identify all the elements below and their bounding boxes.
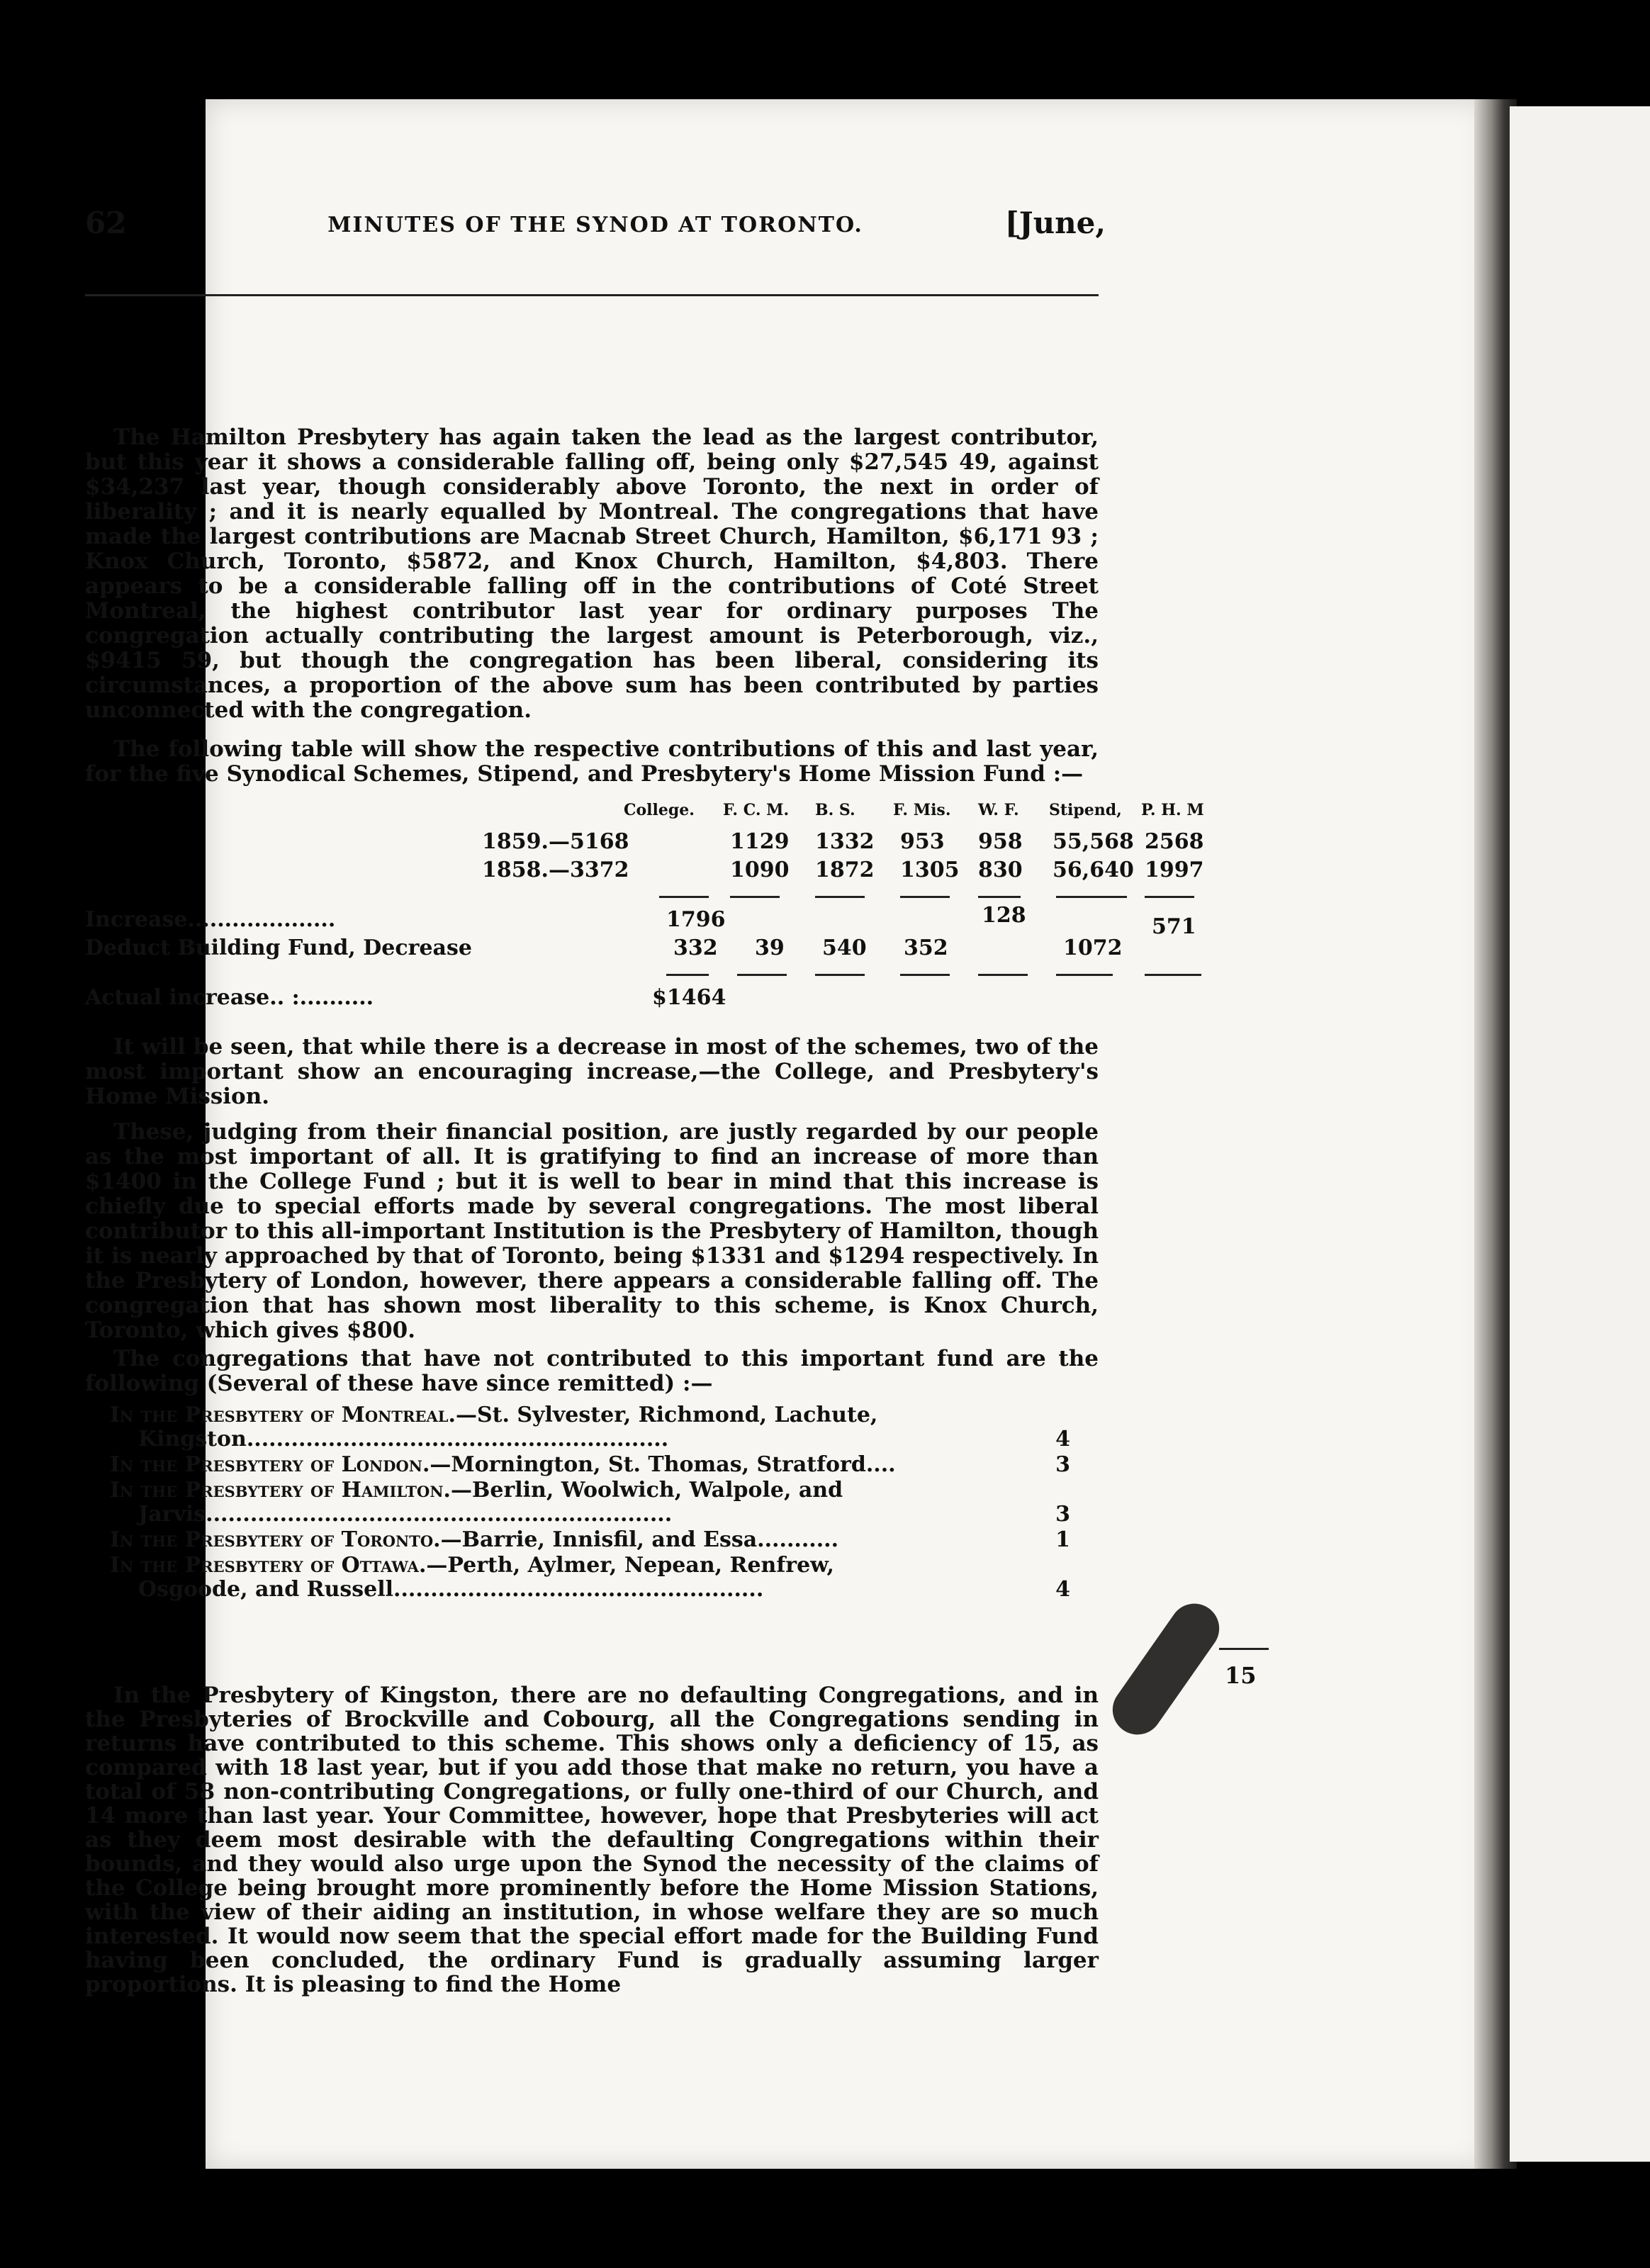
paragraph-hamilton [85,425,1099,723]
list-item [110,1554,1099,1602]
cell: 1305 [900,858,960,882]
count: 1 [1055,1527,1070,1552]
cell: 1090 [730,858,790,882]
presbytery-name: In the Presbytery of Toronto. [110,1527,441,1552]
cell: 56,640 [1053,858,1134,882]
table-row-increase [85,903,1196,939]
congregations: —Perth, Aylmer, Nepean, Renfrew, [426,1553,834,1578]
paragraph-table-intro [85,737,1099,787]
table-header [85,801,1204,829]
row-label: Deduct Building Fund, Decrease [85,936,472,960]
cell: 953 [900,829,945,854]
col-stipend: Stipend, [1049,801,1122,819]
cell: 39 [755,936,785,960]
cell: 1129 [730,829,790,854]
cell: 352 [904,936,948,960]
paragraph-text: It will be seen, that while there is a decrease in most of the schemes, two of the most important show an encouraging increase,—the College, and Presbytery's Home Mission. [85,1034,1099,1109]
cell: 332 [673,936,718,960]
paragraph-text: In the Presbytery of Kingston, there are no defaulting Congregations, and in the Presbyteries of Brockville and Cobourg, all the Congregations sending in returns have contributed to this scheme. This shows only a deficiency of 15, as compared with 18 last year, but if you add those that make no return, you have a total of 58 non-contributing Congregations, or fully one-third of our Church, and 14 more than last year. Your Committee, however, hope that Presbyteries will act as they deem most desirable with the defaulting Congregations within their bounds, and they would also urge upon the Synod the necessity of the claims of the College being brought more prominently before the Home Mission Stations, with the view of their aiding an institution, in whose welfare they are so much interested. It would now seem that the special effort made for the Building Fund having been concluded, the ordinary Fund is gradually assuming larger proportions. It is pleasing to find the Home [85,1683,1099,1997]
presbytery-name: In the Presbytery of London. [110,1452,430,1477]
paragraph-text: The following table will show the respective contributions of this and last year, for the five Synodical Schemes, Stipend, and Presbytery's Home Mission Fund :— [85,736,1099,787]
col-bs: B. S. [815,801,855,819]
contributions-table [85,801,1204,1014]
congregations: —St. Sylvester, Richmond, Lachute, [455,1403,878,1427]
cell: 830 [978,858,1023,882]
page-header [85,206,1106,255]
page-number: 62 [85,206,127,240]
cell: 1072 [1063,936,1123,960]
cell: 1796 [666,907,726,932]
cell: 55,568 [1053,829,1134,854]
count: 4 [1055,1427,1070,1452]
table-rule [85,886,1099,907]
cell: 2568 [1145,829,1204,854]
cell: 1332 [815,829,875,854]
paragraph-schemes [85,1035,1099,1109]
presbytery-list [110,1403,1099,1603]
cell: 1872 [815,858,875,882]
paragraph-text: The congregations that have not contributed to this important fund are the following (Several of these have since remitted) :— [85,1346,1099,1396]
congregations: —Berlin, Woolwich, Walpole, and [451,1478,843,1503]
running-title: MINUTES OF THE SYNOD AT TORONTO. [327,213,863,237]
cell: 958 [978,829,1023,854]
list-item [110,1403,1099,1452]
col-phm: P. H. M [1141,801,1204,819]
presbytery-name: In the Presbytery of Montreal. [110,1403,456,1427]
list-item [110,1453,1099,1477]
paragraph-text: These, judging from their financial position, are justly regarded by our people as the most important of all. It is gratifying to find an increase of more than $1400 in the College Fund ; but it is well to bear in mind that this increase is chiefly due to special efforts made by several congregations. The most liberal contributor to this all-important Institution is the Presbytery of Hamilton, though it is nearly approached by that of Toronto, being $1331 and $1294 respectively. In the Presbytery of London, however, there appears a considerable falling off. The congregation that has shown most liberality to this scheme, is Knox Church, Toronto, which gives $800. [85,1119,1099,1343]
list-total: 15 [1225,1662,1257,1689]
count: 3 [1055,1452,1070,1477]
congregations: —Barrie, Innisfil, and Essa........... [440,1527,839,1552]
table-row [85,858,1204,886]
paragraph-non-contributors [85,1347,1099,1396]
presbytery-name: In the Presbytery of Hamilton. [110,1478,451,1503]
table-row [85,829,1204,858]
table-row-actual [85,985,1099,1014]
row-label: Actual increase.. :.......... [85,985,374,1010]
cell: 1997 [1145,858,1204,882]
paragraph-kingston [85,1683,1099,1997]
col-fcm: F. C. M. [723,801,790,819]
count: 3 [1055,1502,1070,1527]
count: 4 [1055,1577,1070,1602]
cell: $1464 [652,985,726,1010]
congregations: —Mornington, St. Thomas, Stratford.... [430,1452,896,1477]
running-month: [June, [1004,206,1106,240]
row-label: 1859.—5168 [482,829,629,854]
row-label: 1858.—3372 [482,858,629,882]
col-college: College. [624,801,695,819]
facing-page [1510,106,1650,2162]
list-item [110,1528,1099,1552]
list-item [110,1478,1099,1527]
cell: 571 [1152,914,1196,939]
total-rule [1219,1648,1269,1650]
congregations-cont: Jarvis............................................................... [138,1502,673,1527]
table-rule [85,964,1099,985]
cell: 128 [982,903,1026,928]
paragraph-text: The Hamilton Presbytery has again taken the lead as the largest contributor, but this year it shows a considerable falling off, being only $27,545 49, against $34,237 last year, though considerably above Toronto, the next in order of liberality ; and it is nearly equalled by Montreal. The congregations that have made the largest contributions are Macnab Street Church, Hamilton, $6,171 93 ; Knox Church, Toronto, $5872, and Knox Church, Hamilton, $4,803. There appears to be a considerable falling off in the contributions of Coté Street Montreal, the highest contributor last year for ordinary purposes The congregation actually contributing the largest amount is Peterborough, viz., $9415 59, but though the congregation has been liberal, considering its circumstances, a proportion of the above sum has been contributed by parties unconnected with the congregation. [85,425,1099,723]
cell: 540 [822,936,867,960]
row-label: Increase.................... [85,907,336,932]
header-rule [85,294,1099,296]
col-wf: W. F. [978,801,1019,819]
congregations-cont: Osgoode, and Russell.................................................. [138,1577,764,1602]
congregations-cont: Kingston......................................................... [138,1427,669,1452]
paragraph-college-fund [85,1120,1099,1343]
col-fmis: F. Mis. [893,801,951,819]
table-row-deduct [85,936,1123,964]
presbytery-name: In the Presbytery of Ottawa. [110,1553,427,1578]
